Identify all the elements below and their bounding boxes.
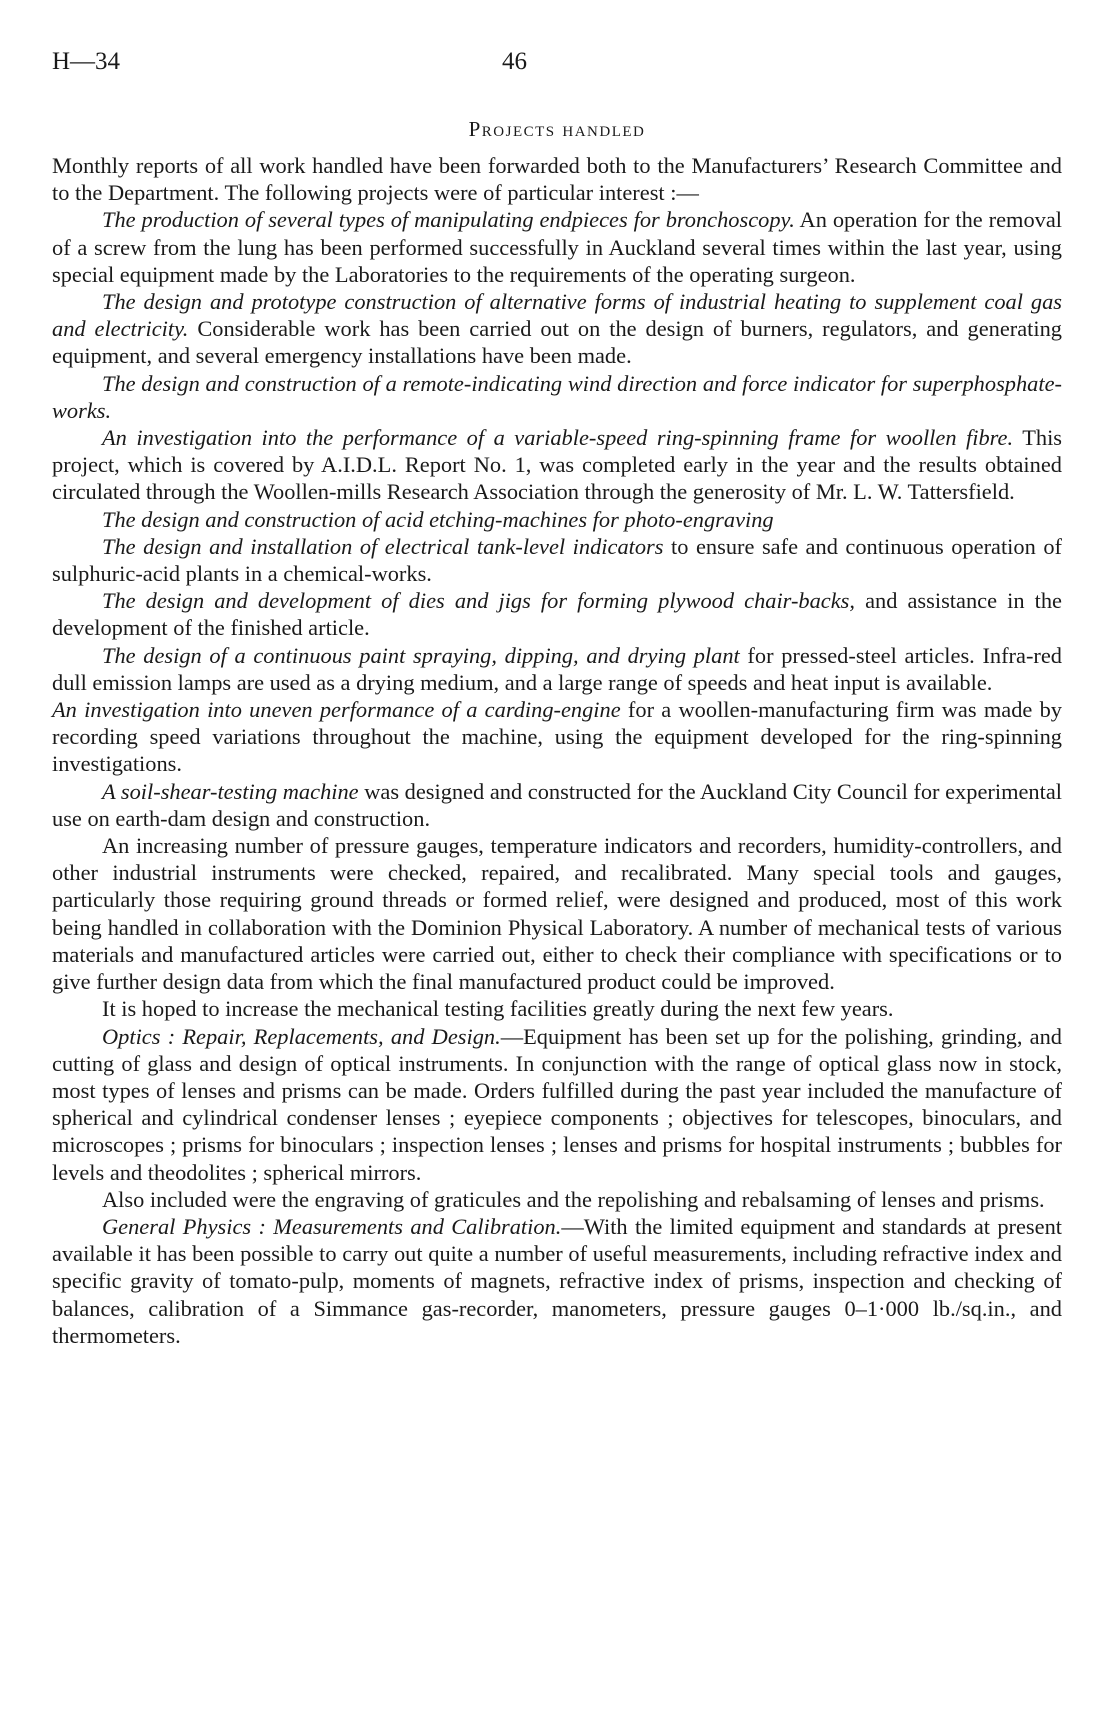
paragraph-text: It is hoped to increase the mechanical testing facilities greatly during the next few years. — [102, 996, 894, 1022]
paragraph-text: Considerable work has been carried out on the design of burners, regulators, and generating equipment, and several emergency installations have been made. — [52, 316, 1062, 369]
paragraph — [52, 370, 1062, 424]
paragraph-text: This project, which is covered by A.I.D.L. Report No. 1, was completed early in the year and the results obtained circulated through the Woollen-mills Research Association through the generosity of Mr. L. W. Tattersfield. — [52, 425, 1062, 505]
page-header — [52, 48, 1062, 82]
paragraph — [52, 288, 1062, 370]
paragraph-text: and assistance in the development of the finished article. — [52, 588, 1062, 641]
paragraph-text: to ensure safe and continuous operation of sulphuric-acid plants in a chemical-works. — [52, 533, 1062, 587]
paragraph-italic: The design and development of dies and jigs for forming plywood chair-backs, — [102, 588, 855, 614]
paragraph-italic: A soil-shear-testing machine — [102, 778, 359, 804]
paragraph — [52, 587, 1062, 641]
paragraph — [52, 206, 1062, 288]
paragraph — [52, 1186, 1062, 1213]
paragraph-italic: The design and prototype construction of alternative forms of industrial heating to supplement coal gas and electricity. — [52, 289, 1062, 342]
paragraph-italic: The design and construction of a remote-indicating wind direction and force indicator for superphosphate-works. — [52, 370, 1062, 423]
paragraph — [52, 424, 1062, 506]
paragraph — [52, 995, 1062, 1022]
paragraph-italic: The design of a continuous paint spraying, dipping, and drying plant — [102, 642, 740, 668]
paragraph — [52, 778, 1062, 832]
paragraph — [52, 506, 1062, 533]
paragraph-italic: Optics : Repair, Replacements, and Design. — [102, 1023, 501, 1049]
report-reference: H—34 — [52, 48, 121, 75]
body-text — [52, 152, 1062, 1349]
paragraph — [52, 152, 1062, 206]
paragraph-text: An operation for the removal of a screw from the lung has been performed successfully in Auckland several times within the last year, using special equipment made by the Laboratories to the requirements of the operating surgeon. — [52, 207, 1062, 287]
page-number: 46 — [502, 48, 527, 75]
paragraph-italic: The design and installation of electrical tank-level indicators — [102, 533, 664, 559]
paragraph — [52, 1213, 1062, 1349]
paragraph-text: for a woollen-manufacturing firm was made by recording speed variations throughout the machine, using the equipment developed for the ring-spinning investigations. — [52, 697, 1062, 777]
paragraph — [52, 1023, 1062, 1186]
paragraph — [52, 832, 1062, 995]
paragraph-text: Monthly reports of all work handled have been forwarded both to the Manufacturers’ Research Committee and to the Department. The following projects were of particular interest :— — [52, 153, 1062, 206]
paragraph — [52, 696, 1062, 778]
paragraph — [52, 533, 1062, 587]
section-title: Projects handled — [468, 117, 646, 141]
paragraph-italic: The production of several types of manipulating endpieces for bronchoscopy. — [102, 207, 795, 233]
paragraph-italic: General Physics : Measurements and Calibration. — [102, 1213, 562, 1239]
paragraph-text: Also included were the engraving of graticules and the repolishing and rebalsaming of lenses and prisms. — [102, 1186, 1045, 1212]
paragraph-italic: The design and construction of acid etching-machines for photo-engraving — [102, 506, 774, 532]
paragraph-italic: An investigation into the performance of a variable-speed ring-spinning frame for woollen fibre. — [102, 425, 1014, 451]
paragraph-text: for pressed-steel articles. Infra-red dull emission lamps are used as a drying medium, and a large range of speeds and heat input is available. — [52, 642, 1062, 695]
paragraph — [52, 642, 1062, 696]
paragraph-text: An increasing number of pressure gauges, temperature indicators and recorders, humidity-controllers, and other industrial instruments were checked, repaired, and recalibrated. Many special tools and gauges, particularly those requiring ground threads or formed relief, were designed and produced, most of this work being handled in collaboration with the Dominion Physical Laboratory. A number of mechanical tests of various materials and manufactured articles were carried out, either to check their compliance with specifications or to give further design data from which the final manufactured product could be improved. — [52, 833, 1062, 995]
paragraph-text: —With the limited equipment and standards at present available it has been possible to carry out quite a number of useful measurements, including refractive index and specific gravity of tomato-pulp, moments of magnets, refractive index of prisms, inspection and checking of balances, calibration of a Simmance gas-recorder, manometers, pressure gauges 0–1·000 lb./sq.in., and thermometers. — [52, 1213, 1062, 1348]
paragraph-text: was designed and constructed for the Auckland City Council for experimental use on earth-dam design and construction. — [52, 778, 1062, 831]
paragraph-italic: An investigation into uneven performance of a carding-engine — [52, 697, 621, 723]
paragraph-text: —Equipment has been set up for the polishing, grinding, and cutting of glass and design of optical instruments. In conjunction with the range of optical glass now in stock, most types of lenses and prisms can be made. Orders fulfilled during the past year included the manufacture of spherical and cylindrical condenser lenses ; eyepiece components ; objectives for telescopes, binoculars, and microscopes ; prisms for binoculars ; inspection lenses ; lenses and prisms for hospital instruments ; bubbles for levels and theodolites ; spherical mirrors. — [52, 1023, 1062, 1185]
